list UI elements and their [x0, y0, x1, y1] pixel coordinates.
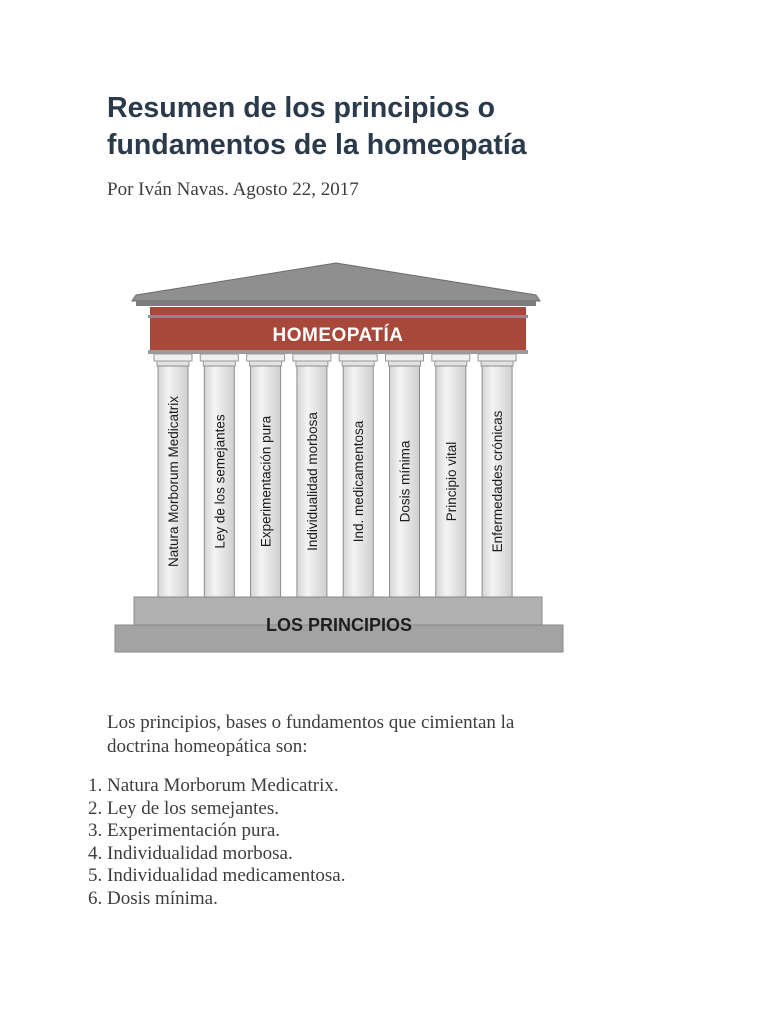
- intro-paragraph: [107, 711, 667, 759]
- column-capital: [200, 354, 238, 361]
- column-capital: [478, 354, 516, 361]
- intro-line-2: doctrina homeopática son:: [107, 736, 308, 757]
- column-capital-lower: [389, 361, 421, 366]
- column-capital: [432, 354, 470, 361]
- temple-roof: [132, 263, 540, 301]
- list-item-text: Ley de los semejantes.: [107, 797, 280, 819]
- column-capital-lower: [296, 361, 328, 366]
- column-capital-lower: [435, 361, 467, 366]
- roof-ledge: [136, 301, 536, 306]
- roof-band: [150, 307, 526, 316]
- column-label: Ley de los semejantes: [212, 414, 228, 549]
- column-capital: [339, 354, 377, 361]
- principles-list: [82, 775, 345, 911]
- column-capital: [293, 354, 331, 361]
- list-item: [82, 888, 345, 911]
- column-capital: [386, 354, 424, 361]
- title-line-2: fundamentos de la homeopatía: [107, 129, 527, 161]
- list-item: [82, 798, 345, 821]
- column-capital: [247, 354, 285, 361]
- list-item: [82, 775, 345, 798]
- column-label: Individualidad morbosa: [304, 412, 320, 551]
- column-label: Ind. medicamentosa: [351, 420, 367, 543]
- intro-line-1: Los principios, bases o fundamentos que cimientan la: [107, 712, 515, 733]
- list-item: [82, 820, 345, 843]
- list-item-text: Individualidad morbosa.: [107, 842, 293, 864]
- list-item-number: 5.: [88, 865, 107, 887]
- column-capital-lower: [250, 361, 282, 366]
- article-title: [107, 90, 707, 164]
- column-label: Enfermedades crónicas: [490, 410, 506, 553]
- title-line-1: Resumen de los principios o: [107, 92, 495, 124]
- temple-svg: [110, 255, 580, 665]
- list-item-number: 2.: [88, 797, 107, 819]
- list-item-number: 3.: [88, 820, 107, 842]
- column-label: Principio vital: [443, 441, 459, 522]
- column-label: Experimentación pura: [258, 415, 274, 548]
- byline: Por Iván Navas. Agosto 22, 2017: [107, 179, 359, 200]
- list-item-text: Natura Morborum Medicatrix.: [107, 775, 339, 796]
- list-item: [82, 865, 345, 888]
- base-label: LOS PRINCIPIOS: [265, 615, 413, 635]
- column-capital-lower: [203, 361, 235, 366]
- column-label: Dosis mínima: [397, 440, 413, 523]
- columns-group: [154, 354, 516, 597]
- column-capital-lower: [481, 361, 513, 366]
- list-item-number: 4.: [88, 842, 107, 864]
- list-item-text: Dosis mínima.: [107, 887, 218, 909]
- column-label: Natura Morborum Medicatrix: [166, 395, 181, 568]
- list-item: [82, 843, 345, 866]
- roof-label: HOMEOPATÍA: [272, 325, 404, 346]
- list-item-text: Experimentación pura.: [107, 820, 281, 842]
- homeopathy-temple-diagram: [110, 255, 580, 665]
- list-item-number: 6.: [88, 887, 107, 909]
- column-capital-lower: [342, 361, 374, 366]
- column-capital-lower: [157, 361, 189, 366]
- list-item-text: Individualidad medicamentosa.: [107, 865, 346, 887]
- list-item-number: 1.: [88, 775, 107, 796]
- column-capital: [154, 354, 192, 361]
